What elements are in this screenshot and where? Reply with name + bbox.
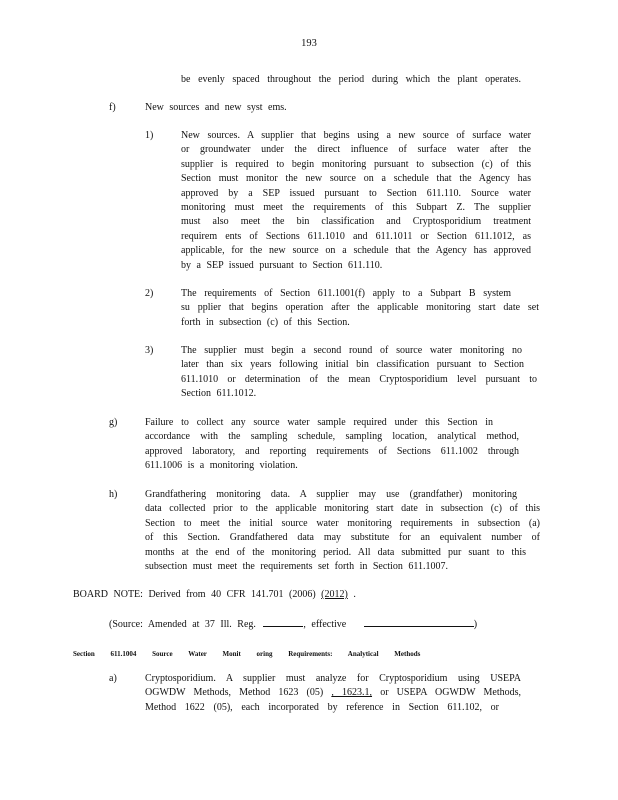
- item-f1-label: 1): [145, 130, 154, 141]
- reg-blank: [263, 616, 303, 627]
- item-f1-line: monitoring must meet the requirements of this Subpart Z. The supplier: [181, 202, 531, 214]
- item-h-line: of this Section. Grandfathered data may substitute for an equivalent number of: [145, 532, 540, 544]
- item-f2-label: 2): [145, 288, 154, 299]
- item-f2-text: [181, 287, 539, 330]
- item-f1-line: or groundwater under the direct influence of surface water after the: [181, 144, 531, 156]
- item-a-line: Method 1622 (05), each incorporated by reference in Section 611.102, or: [145, 701, 499, 713]
- item-g-text: [145, 416, 519, 474]
- item-h-line: data collected prior to the applicable monitoring start date in subsection (c) of this: [145, 503, 540, 515]
- item-a-line2-insert: , 1623.1,: [331, 687, 373, 699]
- item-a-label: a): [109, 673, 117, 684]
- item-f1-line: by a SEP issued pursuant to Section 611.110.: [181, 259, 383, 271]
- item-a-line2-after: or USEPA OGWDW Methods,: [380, 687, 522, 699]
- board-note-insert: (2012): [321, 589, 348, 600]
- item-f2-line: The requirements of Section 611.1001(f) apply to a Subpart B system: [181, 288, 511, 299]
- source-middle: , effective: [303, 619, 347, 630]
- item-a-line2-before: OGWDW Methods, Method 1623 (05): [145, 687, 324, 699]
- source-close: ): [473, 619, 478, 630]
- item-h-line: Section to meet the initial source water monitoring requirements in subsection (a): [145, 517, 540, 529]
- board-note-text: BOARD NOTE: Derived from 40 CFR 141.701 (2006): [73, 589, 316, 600]
- source-prefix: (Source: Amended at 37 Ill. Reg.: [109, 619, 256, 630]
- item-g-label: g): [109, 417, 118, 428]
- item-f-title: New sources and new syst ems.: [145, 102, 287, 113]
- item-f1-line: approved by a SEP issued pursuant to Section 611.110. Source water: [181, 187, 531, 199]
- continuation-line: be evenly spaced throughout the period during which the plant operates.: [181, 74, 521, 85]
- item-a-line: [145, 686, 521, 700]
- item-f1-text: [181, 129, 531, 273]
- item-f2-line: su pplier that begins operation after the applicable monitoring start date set: [181, 302, 539, 314]
- item-h-text: [145, 488, 540, 574]
- item-f1-line: New sources. A supplier that begins using a new source of surface water: [181, 130, 531, 141]
- item-f3-line: 611.1010 or determination of the mean Cryptosporidium level pursuant to: [181, 373, 537, 385]
- item-f3-label: 3): [145, 345, 154, 356]
- item-f1-line: applicable, for the new source on a schedule that the Agency has approved: [181, 245, 531, 257]
- item-a-text: [145, 672, 521, 715]
- item-g-line: accordance with the sampling schedule, sampling location, analytical method,: [145, 431, 519, 443]
- item-g-line: 611.1006 is a monitoring violation.: [145, 460, 298, 472]
- item-f1-line: Section must monitor the new source on a schedule that the Agency has: [181, 173, 531, 185]
- item-g-line: Failure to collect any source water sample required under this Section in: [145, 417, 493, 428]
- item-f3-line: Section 611.1012.: [181, 388, 257, 400]
- item-f3-line: later than six years following initial bin classification pursuant to Section: [181, 359, 524, 371]
- item-f3-line: The supplier must begin a second round of source water monitoring no: [181, 345, 522, 356]
- item-a-line: Cryptosporidium. A supplier must analyze for Cryptosporidium using USEPA: [145, 673, 521, 684]
- item-h-line: subsection must meet the requirements set forth in Section 611.1007.: [145, 561, 448, 573]
- effective-date-blank: [364, 616, 474, 627]
- item-h-label: h): [109, 489, 118, 500]
- item-g-line: approved laboratory, and reporting requirements of Sections 611.1002 through: [145, 445, 519, 457]
- page-number: 193: [301, 38, 317, 49]
- board-note: [73, 588, 356, 602]
- item-f1-line: requirem ents of Sections 611.1010 and 611.1011 or Section 611.1012, as: [181, 230, 531, 242]
- section-heading: Section 611.1004 Source Water Monit oring Requirements: Analytical Methods: [73, 650, 421, 658]
- item-f3-text: [181, 344, 537, 402]
- board-note-end: .: [353, 589, 356, 600]
- source-note: [109, 616, 477, 632]
- item-f2-line: forth in subsection (c) of this Section.: [181, 316, 350, 328]
- item-f1-line: supplier is required to begin monitoring pursuant to subsection (c) of this: [181, 158, 531, 170]
- item-f1-line: must also meet the bin classification and Cryptosporidium treatment: [181, 216, 531, 228]
- item-h-line: months at the end of the monitoring period. All data submitted pur suant to this: [145, 546, 526, 558]
- item-f-label: f): [109, 102, 116, 113]
- item-h-line: Grandfathering monitoring data. A supplier may use (grandfather) monitoring: [145, 489, 517, 500]
